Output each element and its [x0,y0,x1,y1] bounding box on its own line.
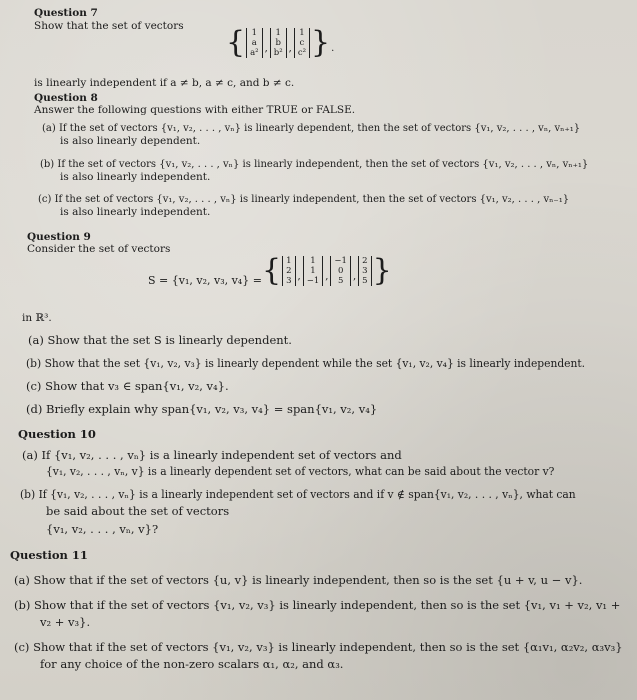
q8-title: Question 8 [34,92,98,104]
q7-vector-3: 1 c c² [294,28,310,58]
q11-part-c: (c) Show that if the set of vectors {v₁, v₂, v₃} is linearly independent, then so is the set {α₁v₁, α₂v₂, α₃v₃} [14,640,623,654]
q8-part-b: (b) If the set of vectors {v₁, v₂, . . . , vₙ} is linearly independent, then the set of vectors {v₁, v₂, . . . , vₙ, vₙ₊₁} [40,159,589,170]
q11-part-a: (a) Show that if the set of vectors {u, v} is linearly independent, then so is the set {u + v, u − v}. [14,573,583,587]
q10-title: Question 10 [18,427,96,441]
q9-part-c: (c) Show that v₃ ∈ span{v₁, v₂, v₄}. [26,379,229,393]
q10-part-a: (a) If {v₁, v₂, . . . , vₙ} is a linearly independent set of vectors and [22,448,402,462]
q9-vector-set: { 1 2 3 , 1 1 −1 , −1 0 5 , 2 3 5 } [262,253,392,288]
q8-part-b-cont: is also linearly independent. [60,171,211,183]
q11-title: Question 11 [10,548,88,562]
q9-title: Question 9 [27,231,91,243]
q10-part-b-cont: be said about the set of vectors [46,504,230,518]
q10-part-b: (b) If {v₁, v₂, . . . , vₙ} is a linearly independent set of vectors and if v ∉ span{v₁, v₂, . . . , vₙ}, what can [20,488,576,501]
q9-part-d: (d) Briefly explain why span{v₁, v₂, v₃, v₄} = span{v₁, v₂, v₄} [26,402,378,416]
q7-prompt: Show that the set of vectors [34,20,184,32]
q9-vector-4: 2 3 5 [358,256,371,286]
q11-part-c-cont: for any choice of the non-zero scalars α₁, α₂, and α₃. [40,657,344,671]
q11-part-b: (b) Show that if the set of vectors {v₁, v₂, v₃} is linearly independent, then so is the set {v₁, v₁ + v₂, v₁ + [14,598,621,612]
q7-vector-set: { 1 a a² , 1 b b² , 1 c c² } . [226,25,335,60]
q9-part-a: (a) Show that the set S is linearly dependent. [28,333,292,347]
q9-set-label: S = {v₁, v₂, v₃, v₄} = [148,274,262,287]
q7-vector-2: 1 b b² [270,28,287,58]
q9-part-b: (b) Show that the set {v₁, v₂, v₃} is linearly dependent while the set {v₁, v₂, v₄} is linearly independent. [26,357,586,370]
q7-title: Question 7 [34,7,98,19]
q7-condition: is linearly independent if a ≠ b, a ≠ c, and b ≠ c. [34,77,295,89]
q8-prompt: Answer the following questions with either TRUE or FALSE. [34,104,356,116]
q7-vector-1: 1 a a² [246,28,262,58]
q9-space: in ℝ³. [22,312,52,324]
q9-vector-3: −1 0 5 [330,256,351,286]
q8-part-a-cont: is also linearly dependent. [60,135,201,147]
q10-part-b-set: {v₁, v₂, . . . , vₙ, v}? [46,522,159,536]
q9-vector-1: 1 2 3 [282,256,295,286]
q9-vector-2: 1 1 −1 [303,256,324,286]
q9-prompt: Consider the set of vectors [27,243,171,255]
q8-part-c-cont: is also linearly independent. [60,206,211,218]
q8-part-a: (a) If the set of vectors {v₁, v₂, . . . , vₙ} is linearly dependent, then the set of vectors {v₁, v₂, . . . , vₙ, vₙ₊₁} [42,123,581,134]
q8-part-c: (c) If the set of vectors {v₁, v₂, . . . , vₙ} is linearly independent, then the set of vectors {v₁, v₂, . . . , vₙ₋₁} [38,194,570,205]
q11-part-b-cont: v₂ + v₃}. [40,615,91,629]
q10-part-a-cont: {v₁, v₂, . . . , vₙ, v} is a linearly dependent set of vectors, what can be said about the vector v? [46,465,555,478]
